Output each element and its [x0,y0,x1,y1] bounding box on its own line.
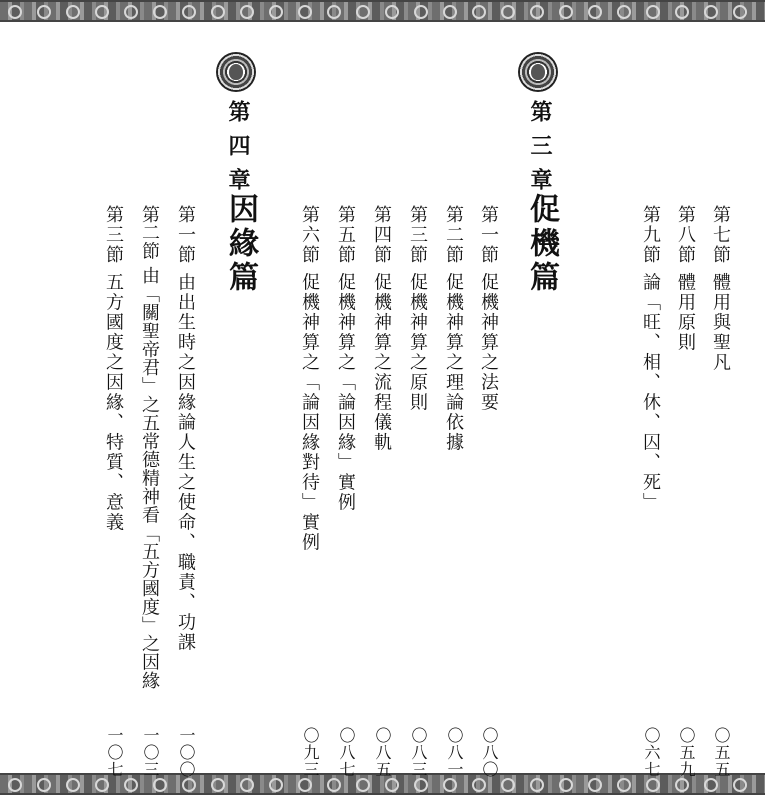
ornament-swirl-icon [530,778,544,792]
chapter4-section-heading: 因緣篇 [223,193,258,295]
ornament-swirl-icon [37,5,51,19]
ornament-swirl-icon [646,5,660,19]
toc-page-number: 一〇三 [141,727,160,778]
toc-entry: 第七節 體用與聖凡 [710,205,731,373]
ornament-swirl-icon [646,778,660,792]
ornament-swirl-icon [66,778,80,792]
chapter4-emblem-icon [216,52,256,92]
ornament-swirl-icon [414,778,428,792]
ornament-swirl-icon [327,5,341,19]
ornament-swirl-icon [95,5,109,19]
top-ornamental-border [0,0,765,22]
ornament-swirl-icon [182,778,196,792]
ornament-swirl-icon [240,778,254,792]
toc-entry: 第四節 促機神算之流程儀軌 [371,205,392,453]
ornament-swirl-icon [8,778,22,792]
ornament-swirl-icon [472,778,486,792]
chapter3-emblem-icon [518,52,558,92]
ornament-swirl-icon [559,5,573,19]
ornament-swirl-icon [414,5,428,19]
toc-page-number: 〇八五 [373,727,392,778]
ornament-swirl-icon [675,778,689,792]
ornament-swirl-icon [385,5,399,19]
toc-entry: 第三節 五方國度之因緣、特質、意義 [103,205,124,533]
toc-page-number: 〇八三 [409,727,428,778]
ornament-swirl-icon [8,5,22,19]
ornament-swirl-icon [211,5,225,19]
ornament-swirl-icon [385,778,399,792]
toc-page-number: 一〇〇 [177,727,196,778]
toc-entry: 第二節 促機神算之理論依據 [443,205,464,453]
ornament-swirl-icon [530,5,544,19]
toc-page-number: 〇八七 [337,727,356,778]
ornament-swirl-icon [733,778,747,792]
toc-page-number: 〇五五 [712,727,731,778]
ornament-swirl-icon [298,778,312,792]
ornament-swirl-icon [95,778,109,792]
ornament-swirl-icon [472,5,486,19]
chapter4-title: 第四章 [225,100,251,202]
toc-page-number: 〇八〇 [480,727,499,778]
ornament-swirl-icon [298,5,312,19]
toc-entry: 第三節 促機神算之原則 [407,205,428,413]
ornament-swirl-icon [124,5,138,19]
ornament-swirl-icon [327,778,341,792]
ornament-swirl-icon [588,778,602,792]
toc-entry: 第九節 論「旺、相、休、囚、死」 [640,205,661,513]
toc-page-number: 〇九三 [301,727,320,778]
ornament-swirl-icon [501,778,515,792]
toc-entry: 第一節 由出生時之因緣論人生之使命、職責、功課 [175,205,196,653]
ornament-swirl-icon [153,778,167,792]
toc-entry: 第二節 由「關聖帝君」之五常德精神看「五方國度」之因緣 [139,205,160,690]
ornament-swirl-icon [356,5,370,19]
ornament-swirl-icon [124,778,138,792]
ornament-swirl-icon [733,5,747,19]
ornament-swirl-icon [704,5,718,19]
toc-page-number: 〇六七 [642,727,661,778]
ornament-swirl-icon [704,778,718,792]
ornament-swirl-icon [675,5,689,19]
ornament-swirl-icon [182,5,196,19]
chapter3-section-heading: 促機篇 [524,193,559,295]
ornament-swirl-icon [211,778,225,792]
toc-entry: 第六節 促機神算之「論因緣對待」實例 [299,205,320,553]
ornament-swirl-icon [153,5,167,19]
ornament-swirl-icon [559,778,573,792]
ornament-swirl-icon [37,778,51,792]
toc-page-number: 〇五九 [677,727,696,778]
ornament-swirl-icon [617,5,631,19]
ornament-swirl-icon [240,5,254,19]
ornament-swirl-icon [501,5,515,19]
toc-entry: 第八節 體用原則 [675,205,696,353]
ornament-swirl-icon [443,5,457,19]
toc-page-number: 〇八一 [445,727,464,778]
ornament-swirl-icon [269,5,283,19]
ornament-swirl-icon [617,778,631,792]
toc-entry: 第一節 促機神算之法要 [478,205,499,413]
ornament-swirl-icon [443,778,457,792]
toc-entry: 第五節 促機神算之「論因緣」實例 [335,205,356,513]
chapter3-title: 第三章 [527,100,553,202]
toc-page-number: 一〇七 [105,727,124,778]
ornament-swirl-icon [356,778,370,792]
ornament-swirl-icon [269,778,283,792]
ornament-swirl-icon [588,5,602,19]
ornament-swirl-icon [66,5,80,19]
